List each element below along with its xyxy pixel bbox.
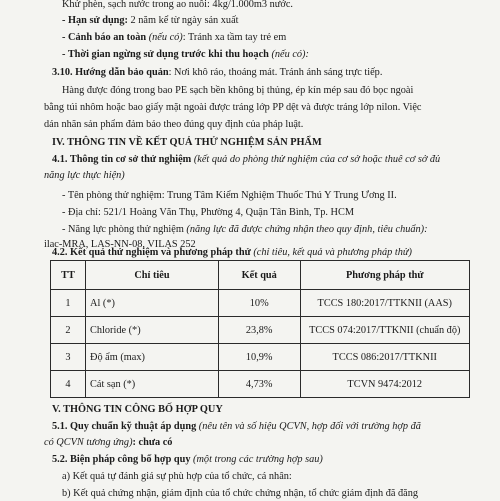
text-line-packaging-3 (44, 117, 303, 132)
header-result: Kết quả (218, 261, 300, 290)
option-a-text: a) Kết quả tự đánh giá sự phù hợp của tổ chức, cá nhân: (62, 471, 292, 482)
table-row (51, 290, 470, 317)
lab-info-note-cont: năng lực thực hiện) (44, 170, 125, 181)
table-row (51, 317, 470, 344)
safety-label: - Cảnh báo an toàn (62, 32, 147, 43)
text-line-packaging-2 (44, 100, 421, 115)
text-line-lab-info (52, 152, 440, 167)
heading-4-2 (52, 245, 412, 260)
option-b-text: b) Kết quả chứng nhận, giám định của tổ chức chứng nhận, tổ chức giám định đã đăng (62, 488, 419, 499)
cell-result: 23,8% (218, 317, 300, 344)
packaging-text-3: dán nhãn sản phẩm đảm bảo theo đúng quy định của pháp luật. (44, 119, 304, 130)
cell-result: 4,73% (218, 371, 300, 398)
header-tt: TT (51, 261, 86, 290)
lab-capacity-note: (năng lực đã được chứng nhận theo quy định, tiêu chuẩn): (183, 224, 428, 235)
header-method: Phương pháp thử (300, 261, 469, 290)
text-line-option-b (62, 486, 418, 501)
results-label: 4.2. Kết quả thử nghiệm và phương pháp thử (52, 247, 251, 258)
cell-result: 10% (218, 290, 300, 317)
standard-note-cont: có QCVN tương ứng) (44, 437, 133, 448)
section-heading-iv (52, 135, 322, 150)
cell-result: 10,9% (218, 344, 300, 371)
section-v-title: V. THÔNG TIN CÔNG BỐ HỢP QUY (52, 404, 223, 415)
text-line-lab-address (62, 205, 354, 220)
measure-label: 5.2. Biện pháp công bố hợp quy (52, 454, 191, 465)
text-line-lab-capacity (62, 222, 428, 237)
cell-method: TCCS 086:2017/TTKNII (300, 344, 469, 371)
table-row (51, 344, 470, 371)
cell-method: TCCS 180:2017/TTKNII (AAS) (300, 290, 469, 317)
text-line-standard (52, 419, 421, 434)
shelf-life-label: - Hạn sử dụng: (62, 15, 128, 26)
cell-criteria: Chloride (*) (86, 317, 219, 344)
storage-label: 3.10. Hướng dẫn bảo quản (52, 67, 169, 78)
lab-name-text: - Tên phòng thử nghiệm: Trung Tâm Kiểm Nghiệm Thuốc Thú Y Trung Ương II. (62, 190, 397, 201)
section-iv-title: IV. THÔNG TIN VỀ KẾT QUẢ THỬ NGHIỆM SẢN PHẨM (52, 137, 322, 148)
withdrawal-note: (nếu có): (268, 49, 309, 60)
cell-tt: 2 (51, 317, 86, 344)
withdrawal-label: - Thời gian ngừng sử dụng trước khi thu hoạch (62, 49, 269, 60)
cell-method: TCCS 074:2017/TTKNII (chuẩn độ) (300, 317, 469, 344)
standard-note: (nêu tên và số hiệu QCVN, hợp đối với trường hợp đã (196, 421, 421, 432)
standard-value: : chưa có (132, 437, 173, 448)
cell-method: TCVN 9474:2012 (300, 371, 469, 398)
text-line-lab-name (62, 188, 397, 203)
text-line-standard-cont (44, 435, 172, 450)
safety-value: : Tránh xa tầm tay trẻ em (182, 32, 287, 43)
text-line-option-a (62, 469, 292, 484)
storage-value: : Nơi khô ráo, thoáng mát. Tránh ánh sáng trực tiếp. (168, 67, 383, 78)
cell-tt: 3 (51, 344, 86, 371)
measure-note: (một trong các trường hợp sau) (190, 454, 323, 465)
cell-criteria: Al (*) (86, 290, 219, 317)
text-line-lab-info-cont (44, 168, 125, 183)
lab-info-note: (kết quả do phòng thử nghiệm của cơ sở hoặc thuê cơ sở đủ (191, 154, 441, 165)
cell-tt: 1 (51, 290, 86, 317)
cell-criteria: Độ ẩm (max) (86, 344, 219, 371)
packaging-text-2: bằng túi nhôm hoặc bao giấy mặt ngoài được tráng lớp PP dệt và được tráng lớp nilon. Việc (44, 102, 422, 113)
lab-capacity-label: - Năng lực phòng thử nghiệm (62, 224, 184, 235)
table-row (51, 371, 470, 398)
cell-tt: 4 (51, 371, 86, 398)
header-criteria: Chỉ tiêu (86, 261, 219, 290)
standard-label: 5.1. Quy chuẩn kỹ thuật áp dụng (52, 421, 197, 432)
section-heading-v (52, 402, 223, 417)
lab-address-text: - Địa chỉ: 521/1 Hoàng Văn Thụ, Phường 4, Quận Tân Bình, Tp. HCM (62, 207, 354, 218)
accreditation-text: ilac-MRA, LAS-NN-08, VILAS 252 (44, 239, 196, 250)
text-line-measure (52, 452, 323, 467)
cell-criteria: Cát sạn (*) (86, 371, 219, 398)
text-line-shelf-life (62, 13, 239, 28)
lab-info-label: 4.1. Thông tin cơ sở thử nghiệm (52, 154, 192, 165)
text-line-dosage (62, 0, 293, 12)
packaging-text-1: Hàng được đóng trong bao PE sạch bền không bị thủng, ép kín mép sau đó bọc ngoài (62, 85, 414, 96)
text-line-safety (62, 30, 286, 45)
text-line-storage (52, 65, 382, 80)
safety-note: (nếu có) (146, 32, 183, 43)
text-line-withdrawal (62, 47, 309, 62)
results-table (50, 260, 470, 398)
results-note: (chỉ tiêu, kết quả và phương pháp thử) (250, 247, 412, 258)
shelf-life-value: 2 năm kể từ ngày sản xuất (127, 15, 239, 26)
dosage-text: Khử phèn, sạch nước trong ao nuôi: 4kg/1.000m3 nước. (62, 0, 293, 10)
text-line-packaging-1 (62, 83, 413, 98)
table-header-row (51, 261, 470, 290)
